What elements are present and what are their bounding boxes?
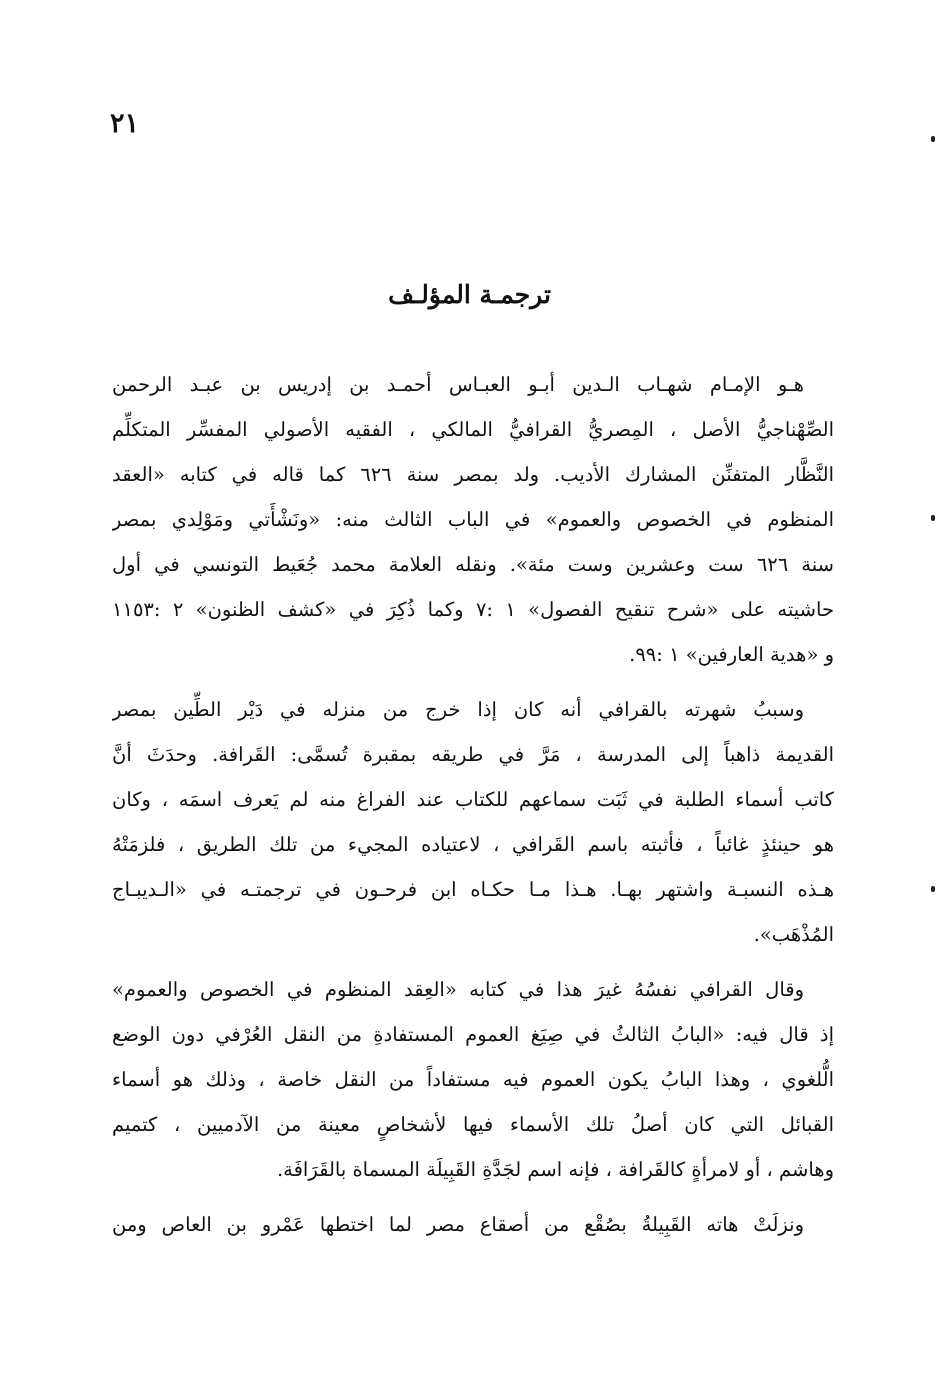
text-line: إذ قال فيه: «البابُ الثالثُ في صِيَغ العموم المستفادةِ من النقل العُرْفي دون الوضع <box>112 1023 834 1046</box>
text-line: القبائل التي كان أصلُ تلك الأسماء فيها لأشخاصٍ معينة من الآدميين ، كتميم <box>112 1113 834 1136</box>
text-line: ونزلَتْ هاته القَبِيلةُ بصُقْع من أصقاع مصر لما اختطها عَمْرو بن العاص ومن <box>112 1213 804 1236</box>
text-line: كاتب أسماء الطلبة في ثَبَت سماعهم للكتاب عند الفراغ منه لم يَعرف اسمَه ، وكان <box>112 788 834 811</box>
text-line: النَّظَّار المتفنِّن المشارك الأديب. ولد بمصر سنة ٦٢٦ كما قاله في كتابه «العقد <box>112 463 834 486</box>
paragraph-2 <box>112 687 834 957</box>
text-line: القديمة ذاهباً إلى المدرسة ، مَرَّ في طريقه بمقبرة تُسمَّى: القَرافة. وحدَثَ أنَّ <box>112 743 834 766</box>
margin-mark <box>931 886 935 892</box>
page-number: ٢١ <box>110 108 140 139</box>
paragraph-4 <box>112 1202 834 1247</box>
margin-mark <box>931 515 935 521</box>
text-line: هـو الإمـام شهـاب الـدين أبـو العبـاس أحمـد بن إدريس بن عبـد الرحمن <box>112 373 804 396</box>
paragraph-1 <box>112 362 834 677</box>
margin-mark <box>931 136 935 142</box>
text-line: هو حينئذٍ غائباً ، فأثبته باسم القَرافي ، لاعتياده المجيء من تلك الطريق ، فلزمَتْهُ <box>112 833 834 856</box>
text-line: المُذْهَب». <box>753 923 834 946</box>
body-text <box>112 362 834 1257</box>
text-line: هـذه النسبـة واشتهر بهـا. هـذا مـا حكـاه ابن فرحـون في ترجمتـه في «الـديبـاج <box>112 878 834 901</box>
text-line: وسببُ شهرته بالقرافي أنه كان إذا خرج من منزله في دَيْر الطِّين بمصر <box>112 698 804 721</box>
paragraph-3 <box>112 967 834 1192</box>
text-line: وهاشم ، أو لامرأةٍ كالقَرافة ، فإنه اسم لجَدَّةِ القَبِيلَة المسماة بالقَرَافَة. <box>276 1158 834 1181</box>
text-line: حاشيته على «شرح تنقيح الفصول» ١ :٧ وكما ذُكِرَ في «كشف الظنون» ٢ :١١٥٣ <box>112 598 834 621</box>
text-line: المنظوم في الخصوص والعموم» في الباب الثالث منه: «ونَشْأَتي ومَوْلِدي بمصر <box>112 508 834 531</box>
text-line: سنة ٦٢٦ ست وعشرين وست مئة». ونقله العلامة محمد جُعَيط التونسي في أول <box>112 553 834 576</box>
text-line: الصِّهْناجيُّ الأصل ، المِصريُّ القرافيُّ المالكي ، الفقيه الأصولي المفسِّر المتكلِّم <box>112 418 834 441</box>
text-line: الُّلغوي ، وهذا البابُ يكون العموم فيه مستفاداً من النقل خاصة ، وذلك هو أسماء <box>112 1068 834 1091</box>
text-line: وقال القرافي نفسُهُ غيرَ هذا في كتابه «العِقد المنظوم في الخصوص والعموم» <box>112 978 804 1001</box>
chapter-title: ترجمـة المؤلـف <box>388 280 551 309</box>
text-line: و «هدية العارفين» ١ :٩٩. <box>629 643 834 666</box>
